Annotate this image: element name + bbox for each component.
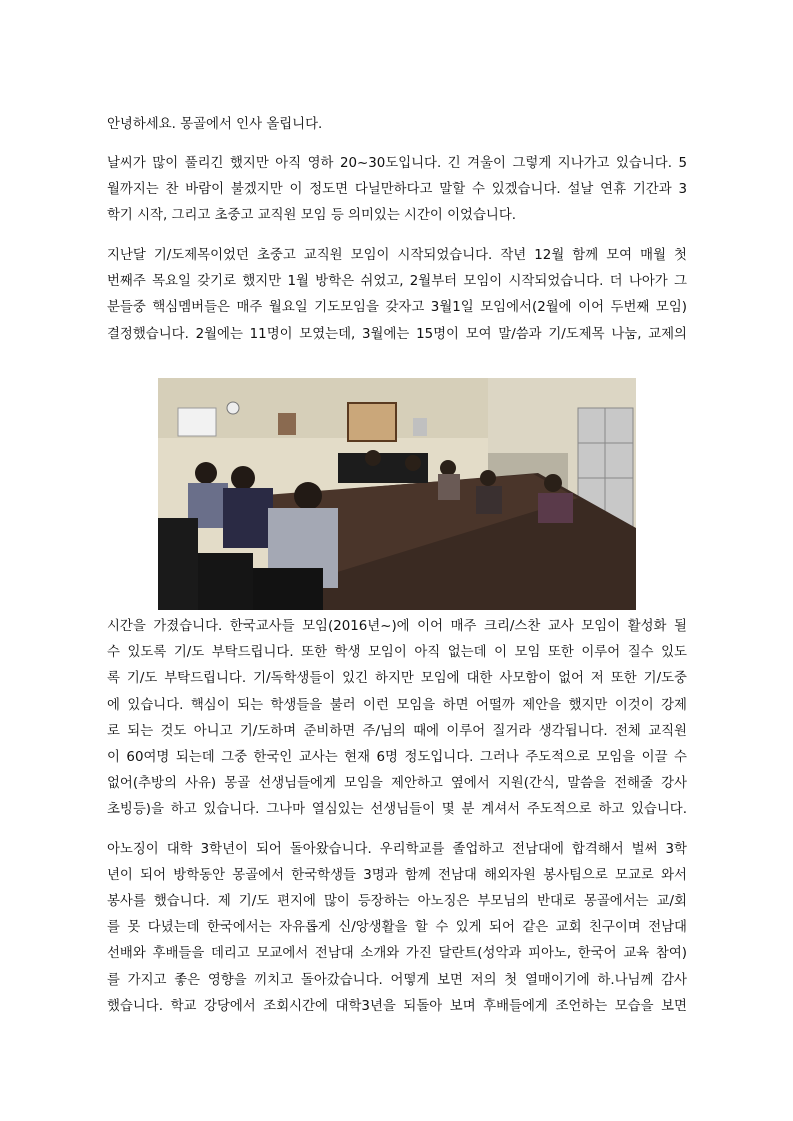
paragraph-2-line-2: 번째주 목요일 갖기로 했지만 1월 방학은 쉬었고, 2월부터 모임이 시작되었습니다. 더 나아가 그 (107, 274, 687, 289)
paragraph-2-cont-line-7: 없어(추방의 사유) 몽골 선생님들에게 모임을 제안하고 옆에서 지원(간식, 말씀을 전해줄 강사 (107, 776, 687, 791)
greeting-line: 안녕하세요. 몽골에서 인사 올립니다. (107, 117, 323, 132)
paragraph-1-line-3: 학기 시작, 그리고 초중고 교직원 모임 등 의미있는 시간이 이었습니다. (107, 208, 517, 223)
paragraph-2-cont-line-3: 록 기/도 부탁드립니다. 기/독학생들이 있긴 하지만 모임에 대한 사모함이 없어 저 또한 기/도중 (107, 671, 687, 686)
paragraph-3-line-5: 선배와 후배들을 데리고 모교에서 전남대 소개와 가진 달란트(성악과 피아노, 한국어 교육 참여) (107, 946, 687, 961)
paragraph-3-line-4: 를 못 다녔는데 한국에서는 자유롭게 신/앙생활을 할 수 있게 되어 같은 교회 친구이며 전남대 (107, 920, 687, 935)
paragraph-1-line-2: 월까지는 찬 바람이 불겠지만 이 정도면 다닐만하다고 말할 수 있겠습니다. 설날 연휴 기간과 3 (107, 182, 687, 197)
paragraph-1-line-1: 날씨가 많이 풀리긴 했지만 아직 영하 20~30도입니다. 긴 겨울이 그렇게 지나가고 있습니다. 5 (107, 156, 687, 171)
paragraph-3-line-7: 했습니다. 학교 강당에서 조회시간에 대학3년을 되돌아 보며 후배들에게 조언하는 모습을 보면 (107, 999, 687, 1014)
paragraph-2-cont-line-8: 초빙등)을 하고 있습니다. 그나마 열심있는 선생님들이 몇 분 계셔서 주도적으로 하고 있습니다. (107, 802, 687, 817)
paragraph-2-line-1: 지난달 기/도제목이었던 초중고 교직원 모임이 시작되었습니다. 작년 12월 함께 모여 매월 첫 (107, 248, 687, 263)
paragraph-3-line-1: 아노징이 대학 3학년이 되어 돌아왔습니다. 우리학교를 졸업하고 전남대에 합격해서 벌써 3학 (107, 842, 687, 857)
meeting-photo (158, 378, 636, 610)
paragraph-2-line-3: 분들중 핵심멤버들은 매주 월요일 기도모임을 갖자고 3월1일 모임에서(2월에 이어 두번째 모임) (107, 300, 687, 315)
paragraph-2-cont-line-6: 이 60여명 되는데 그중 한국인 교사는 현재 6명 정도입니다. 그러나 주도적으로 모임을 이끌 수 (107, 750, 687, 765)
paragraph-3-line-6: 를 가지고 좋은 영향을 끼치고 돌아갔습니다. 어떻게 보면 저의 첫 열매이기에 하.나님께 감사 (107, 973, 687, 988)
paragraph-3-line-3: 봉사를 했습니다. 제 기/도 편지에 많이 등장하는 아노징은 부모님의 반대로 몽골에서는 교/회 (107, 894, 687, 909)
paragraph-3-line-2: 년이 되어 방학동안 몽골에서 한국학생들 3명과 함께 전남대 해외자원 봉사팀으로 모교로 와서 (107, 868, 687, 883)
paragraph-2-cont-line-1: 시간을 가졌습니다. 한국교사들 모임(2016년~)에 이어 매주 크리/스찬 교사 모임이 활성화 될 (107, 619, 687, 634)
paragraph-2-cont-line-2: 수 있도록 기/도 부탁드립니다. 또한 학생 모임이 아직 없는데 이 모임 또한 이루어 질수 있도 (107, 645, 687, 660)
paragraph-2-line-4: 결정했습니다. 2월에는 11명이 모였는데, 3월에는 15명이 모여 말/씀과 기/도제목 나눔, 교제의 (107, 327, 687, 342)
paragraph-2-cont-line-5: 로 되는 것도 아니고 기/도하며 준비하면 주/님의 때에 이루어 질거라 생각됩니다. 전체 교직원 (107, 724, 687, 739)
paragraph-2-cont-line-4: 에 있습니다. 핵심이 되는 학생들을 불러 이런 모임을 하면 어떨까 제안을 했지만 이것이 강제 (107, 698, 687, 713)
